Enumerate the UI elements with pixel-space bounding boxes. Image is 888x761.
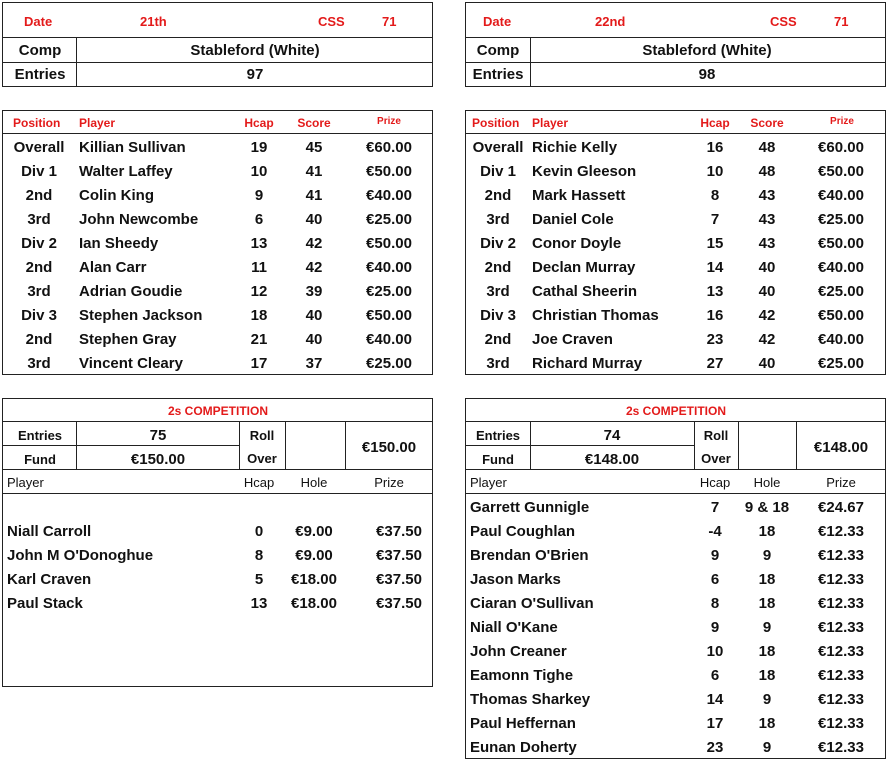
hole-cell: €18.00 [291, 595, 337, 612]
hcap-cell: 11 [251, 259, 267, 276]
entries-value: 98 [698, 66, 716, 83]
hcap-cell: 23 [706, 331, 724, 348]
score-cell: 40 [305, 331, 323, 348]
divider [466, 421, 885, 422]
player-cell: Paul Heffernan [470, 715, 576, 732]
divider [3, 62, 432, 63]
player-cell: Ian Sheedy [79, 235, 159, 252]
position-cell: 3rd [27, 355, 51, 372]
position-cell: 2nd [484, 331, 512, 348]
entries-value: 97 [246, 66, 264, 83]
prize-cell: €50.00 [818, 235, 864, 252]
score-cell: 45 [305, 139, 323, 156]
css-value: 71 [834, 14, 849, 29]
hcap-cell: 9 [710, 547, 720, 564]
right-twos-box [465, 398, 886, 759]
col-position: Position [13, 116, 61, 130]
position-cell: Div 3 [21, 307, 57, 324]
hcap-cell: 12 [250, 283, 268, 300]
position-cell: 2nd [25, 259, 53, 276]
divider [466, 493, 885, 494]
prize-cell: €60.00 [818, 139, 864, 156]
divider [466, 445, 694, 446]
hcap-cell: 6 [254, 211, 264, 228]
comp-value: Stableford (White) [190, 42, 320, 59]
comp-value: Stableford (White) [642, 42, 772, 59]
player-cell: John M O'Donoghue [7, 547, 154, 564]
score-cell: 42 [758, 331, 776, 348]
position-cell: 3rd [486, 283, 510, 300]
twos-entries-label: Entries [17, 428, 63, 443]
prize-cell: €50.00 [366, 307, 412, 324]
col-prize: Prize [826, 475, 856, 490]
over-label: Over [247, 451, 277, 466]
prize-cell: €37.50 [376, 571, 422, 588]
left-twos-box [2, 398, 433, 687]
position-cell: 2nd [25, 331, 53, 348]
col-prize: Prize [377, 116, 401, 127]
col-hcap: Hcap [244, 116, 274, 130]
twos-title: 2s COMPETITION [167, 404, 269, 418]
divider [466, 133, 885, 134]
divider [76, 37, 77, 86]
player-cell: Stephen Gray [79, 331, 177, 348]
hole-cell: 9 & 18 [744, 499, 790, 516]
position-cell: 3rd [27, 283, 51, 300]
twos-fund-label: Fund [482, 452, 514, 467]
hcap-cell: 5 [254, 571, 264, 588]
date-label: Date [483, 14, 512, 29]
divider [3, 133, 432, 134]
score-cell: 40 [758, 355, 776, 372]
date-value: 22nd [595, 14, 626, 29]
divider [796, 421, 797, 469]
hcap-cell: -4 [708, 523, 722, 540]
position-cell: Div 1 [21, 163, 57, 180]
score-cell: 40 [758, 283, 776, 300]
hole-cell: 9 [762, 619, 772, 636]
player-cell: Declan Murray [532, 259, 636, 276]
hcap-cell: 14 [706, 691, 724, 708]
player-cell: Daniel Cole [532, 211, 614, 228]
twos-fund-value: €150.00 [130, 451, 186, 468]
prize-cell: €37.50 [376, 523, 422, 540]
position-cell: 2nd [25, 187, 53, 204]
hcap-cell: 18 [250, 307, 268, 324]
prize-cell: €40.00 [366, 187, 412, 204]
score-cell: 40 [305, 307, 323, 324]
position-cell: Overall [472, 139, 524, 156]
col-score: Score [750, 116, 784, 130]
score-cell: 41 [305, 187, 323, 204]
entries-label: Entries [14, 66, 66, 83]
player-cell: Christian Thomas [532, 307, 659, 324]
col-player: Player [532, 116, 569, 130]
player-cell: Niall Carroll [7, 523, 92, 540]
divider [345, 421, 346, 469]
divider [738, 421, 739, 469]
twos-fund-value: €148.00 [584, 451, 640, 468]
hcap-cell: 8 [710, 187, 720, 204]
css-label: CSS [318, 14, 345, 29]
prize-cell: €40.00 [366, 331, 412, 348]
hole-cell: 9 [762, 691, 772, 708]
hole-cell: 18 [758, 667, 776, 684]
player-cell: Kevin Gleeson [532, 163, 637, 180]
score-cell: 48 [758, 139, 776, 156]
twos-fund-label: Fund [24, 452, 56, 467]
prize-cell: €37.50 [376, 595, 422, 612]
hcap-cell: 7 [710, 499, 720, 516]
prize-cell: €12.33 [818, 739, 864, 756]
hole-cell: 9 [762, 547, 772, 564]
player-cell: John Newcombe [79, 211, 199, 228]
hcap-cell: 15 [706, 235, 724, 252]
hole-cell: 18 [758, 715, 776, 732]
hcap-cell: 19 [250, 139, 268, 156]
player-cell: Paul Stack [7, 595, 83, 612]
hcap-cell: 27 [706, 355, 724, 372]
score-cell: 40 [758, 259, 776, 276]
hcap-cell: 0 [254, 523, 264, 540]
prize-cell: €25.00 [818, 283, 864, 300]
hole-cell: 18 [758, 571, 776, 588]
hcap-cell: 23 [706, 739, 724, 756]
divider [3, 493, 432, 494]
twos-title: 2s COMPETITION [625, 404, 727, 418]
position-cell: 3rd [27, 211, 51, 228]
prize-cell: €50.00 [366, 235, 412, 252]
player-cell: Vincent Cleary [79, 355, 183, 372]
left-results-box [2, 110, 433, 375]
divider [530, 37, 531, 86]
twos-total: €148.00 [813, 439, 869, 456]
divider [3, 469, 432, 470]
prize-cell: €25.00 [818, 211, 864, 228]
col-player: Player [79, 116, 116, 130]
score-cell: 42 [305, 259, 323, 276]
player-cell: Colin King [79, 187, 154, 204]
player-cell: Killian Sullivan [79, 139, 186, 156]
hole-cell: 9 [762, 739, 772, 756]
hcap-cell: 13 [250, 235, 268, 252]
twos-entries-value: 75 [149, 427, 167, 444]
player-cell: Alan Carr [79, 259, 147, 276]
player-cell: Richie Kelly [532, 139, 618, 156]
player-cell: Richard Murray [532, 355, 643, 372]
hcap-cell: 10 [706, 643, 724, 660]
position-cell: Div 2 [480, 235, 516, 252]
roll-label: Roll [703, 428, 729, 443]
prize-cell: €40.00 [818, 259, 864, 276]
divider [3, 421, 432, 422]
score-cell: 37 [305, 355, 323, 372]
left-header-box [2, 2, 433, 87]
col-hcap: Hcap [700, 116, 730, 130]
hcap-cell: 8 [710, 595, 720, 612]
divider [466, 469, 885, 470]
hcap-cell: 14 [706, 259, 724, 276]
position-cell: 2nd [484, 259, 512, 276]
hole-cell: 18 [758, 643, 776, 660]
hcap-cell: 16 [706, 139, 724, 156]
divider [694, 421, 695, 469]
prize-cell: €40.00 [818, 187, 864, 204]
score-cell: 43 [758, 187, 776, 204]
col-prize: Prize [374, 475, 404, 490]
hcap-cell: 21 [250, 331, 268, 348]
col-score: Score [297, 116, 331, 130]
prize-cell: €12.33 [818, 571, 864, 588]
player-cell: Garrett Gunnigle [470, 499, 590, 516]
player-cell: Thomas Sharkey [470, 691, 591, 708]
prize-cell: €12.33 [818, 619, 864, 636]
prize-cell: €12.33 [818, 643, 864, 660]
hole-cell: 18 [758, 523, 776, 540]
position-cell: 2nd [484, 187, 512, 204]
player-cell: Paul Coughlan [470, 523, 575, 540]
divider [530, 421, 531, 469]
position-cell: Div 2 [21, 235, 57, 252]
prize-cell: €25.00 [818, 355, 864, 372]
divider [239, 421, 240, 469]
divider [466, 37, 885, 38]
prize-cell: €50.00 [818, 307, 864, 324]
divider [3, 37, 432, 38]
hcap-cell: 6 [710, 667, 720, 684]
divider [3, 445, 239, 446]
prize-cell: €12.33 [818, 715, 864, 732]
prize-cell: €12.33 [818, 667, 864, 684]
prize-cell: €24.67 [818, 499, 864, 516]
css-value: 71 [382, 14, 397, 29]
css-label: CSS [770, 14, 797, 29]
comp-label: Comp [476, 42, 520, 59]
prize-cell: €50.00 [818, 163, 864, 180]
hcap-cell: 16 [706, 307, 724, 324]
player-cell: Conor Doyle [532, 235, 622, 252]
position-cell: Overall [13, 139, 65, 156]
score-cell: 42 [758, 307, 776, 324]
prize-cell: €25.00 [366, 283, 412, 300]
hcap-cell: 17 [250, 355, 268, 372]
prize-cell: €37.50 [376, 547, 422, 564]
player-cell: Jason Marks [470, 571, 561, 588]
player-cell: Eunan Doherty [470, 739, 577, 756]
prize-cell: €25.00 [366, 211, 412, 228]
player-cell: Karl Craven [7, 571, 92, 588]
hole-cell: €9.00 [295, 523, 333, 540]
score-cell: 40 [305, 211, 323, 228]
right-header-box [465, 2, 886, 87]
player-cell: Eamonn Tighe [470, 667, 574, 684]
col-player: Player [7, 475, 44, 490]
player-cell: Brendan O'Brien [470, 547, 589, 564]
player-cell: Cathal Sheerin [532, 283, 638, 300]
prize-cell: €12.33 [818, 691, 864, 708]
hcap-cell: 10 [250, 163, 268, 180]
position-cell: 3rd [486, 355, 510, 372]
position-cell: Div 3 [480, 307, 516, 324]
score-cell: 39 [305, 283, 323, 300]
hole-cell: €18.00 [291, 571, 337, 588]
score-cell: 48 [758, 163, 776, 180]
player-cell: John Creaner [470, 643, 567, 660]
player-cell: Niall O'Kane [470, 619, 558, 636]
prize-cell: €50.00 [366, 163, 412, 180]
roll-label: Roll [249, 428, 275, 443]
divider [285, 421, 286, 469]
hcap-cell: 13 [250, 595, 268, 612]
comp-label: Comp [18, 42, 62, 59]
entries-label: Entries [472, 66, 524, 83]
col-hole: Hole [753, 475, 781, 490]
hcap-cell: 6 [710, 571, 720, 588]
prize-cell: €12.33 [818, 523, 864, 540]
position-cell: Div 1 [480, 163, 516, 180]
hcap-cell: 13 [706, 283, 724, 300]
hcap-cell: 17 [706, 715, 724, 732]
twos-entries-value: 74 [603, 427, 621, 444]
player-cell: Mark Hassett [532, 187, 626, 204]
hcap-cell: 7 [710, 211, 720, 228]
hole-cell: 18 [758, 595, 776, 612]
prize-cell: €12.33 [818, 547, 864, 564]
score-cell: 43 [758, 235, 776, 252]
over-label: Over [701, 451, 731, 466]
score-cell: 41 [305, 163, 323, 180]
date-value: 21th [140, 14, 167, 29]
col-hcap: Hcap [243, 475, 275, 490]
col-hcap: Hcap [699, 475, 731, 490]
col-player: Player [470, 475, 507, 490]
date-label: Date [24, 14, 53, 29]
player-cell: Ciaran O'Sullivan [470, 595, 594, 612]
col-hole: Hole [300, 475, 328, 490]
prize-cell: €40.00 [366, 259, 412, 276]
player-cell: Adrian Goudie [79, 283, 183, 300]
position-cell: 3rd [486, 211, 510, 228]
score-cell: 43 [758, 211, 776, 228]
prize-cell: €60.00 [366, 139, 412, 156]
hole-cell: €9.00 [295, 547, 333, 564]
col-prize: Prize [830, 116, 854, 127]
hcap-cell: 10 [706, 163, 724, 180]
hcap-cell: 9 [710, 619, 720, 636]
player-cell: Stephen Jackson [79, 307, 203, 324]
prize-cell: €12.33 [818, 595, 864, 612]
hcap-cell: 8 [254, 547, 264, 564]
player-cell: Joe Craven [532, 331, 613, 348]
twos-total: €150.00 [361, 439, 417, 456]
prize-cell: €40.00 [818, 331, 864, 348]
divider [76, 421, 77, 469]
hcap-cell: 9 [254, 187, 264, 204]
twos-entries-label: Entries [475, 428, 521, 443]
right-results-box [465, 110, 886, 375]
col-position: Position [472, 116, 520, 130]
prize-cell: €25.00 [366, 355, 412, 372]
player-cell: Walter Laffey [79, 163, 173, 180]
divider [466, 62, 885, 63]
score-cell: 42 [305, 235, 323, 252]
